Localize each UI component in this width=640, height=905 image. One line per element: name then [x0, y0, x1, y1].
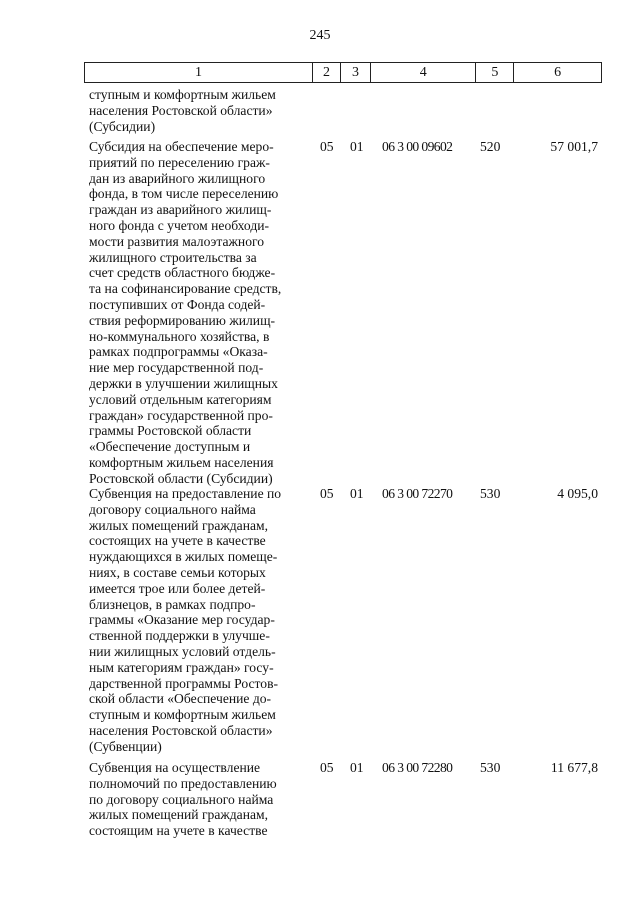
- row-subsection: 01: [350, 486, 364, 501]
- row-expense-type: 530: [480, 486, 501, 501]
- page-number: 245: [309, 28, 331, 43]
- row-subsection: 01: [350, 760, 364, 775]
- continuation-text: ступным и комфортным жильем населения Ростовской области» (Субсидии): [89, 87, 276, 134]
- row-section: 05: [320, 760, 334, 775]
- row-description: Субвенция на осуществление полномочий по предоставлению по договору социального найма жилых помещений гражданам, состоящим на учете в качестве: [89, 760, 277, 839]
- row-expense-type: 530: [480, 760, 501, 775]
- row-description: Субсидия на обеспечение меро- приятий по переселению граж- дан из аварийного жилищного фонда, в том числе переселению граждан из аварийного жилищ- ного фонда с учетом необходи- мости развития малоэтажного жилищного строительства за счет средств областного бюдже- та на софинансирование средств, поступивших от Фонда содей- ствия реформированию жилищ- но-коммунального хозяйства, в рамках подпрограммы «Оказа- ние мер государственной под- держки в улучшении жилищных условий отдельным категориям граждан» государственной про- граммы Ростовской области «Обеспечение доступным и комфортным жильем населения Ростовской области (Субсидии): [89, 139, 282, 486]
- row-target-article: 06 3 00 72280: [382, 760, 453, 775]
- row-amount: 11 677,8: [550, 760, 598, 775]
- header-col-3: 3: [341, 63, 371, 82]
- row-amount: 4 095,0: [557, 486, 598, 501]
- row-description: Субвенция на предоставление по договору социального найма жилых помещений гражданам, состоящих на учете в качестве нуждающихся в жилых помеще- ниях, в составе семьи которых имеется трое или более детей- близнецов, в рамках подпро- граммы «Оказание мер государ- ственной поддержки в улучше- нии жилищных условий отдель- ным категориям граждан» госу- дарственной программы Ростов- ской области «Обеспечение до- ступным и комфортным жильем населения Ростовской области» (Субвенции): [89, 486, 282, 754]
- row-target-article: 06 3 00 72270: [382, 486, 453, 501]
- header-col-4: 4: [371, 63, 477, 82]
- header-col-6: 6: [554, 64, 562, 80]
- row-section: 05: [320, 486, 334, 501]
- header-col-2: 2: [313, 63, 341, 82]
- row-amount: 57 001,7: [550, 139, 598, 154]
- row-target-article: 06 3 00 09602: [382, 139, 453, 154]
- row-expense-type: 520: [480, 139, 501, 154]
- header-col-5: 5: [476, 63, 514, 82]
- row-subsection: 01: [350, 139, 364, 154]
- table-header: [84, 62, 602, 83]
- row-section: 05: [320, 139, 334, 154]
- header-col-1: 1: [85, 63, 313, 82]
